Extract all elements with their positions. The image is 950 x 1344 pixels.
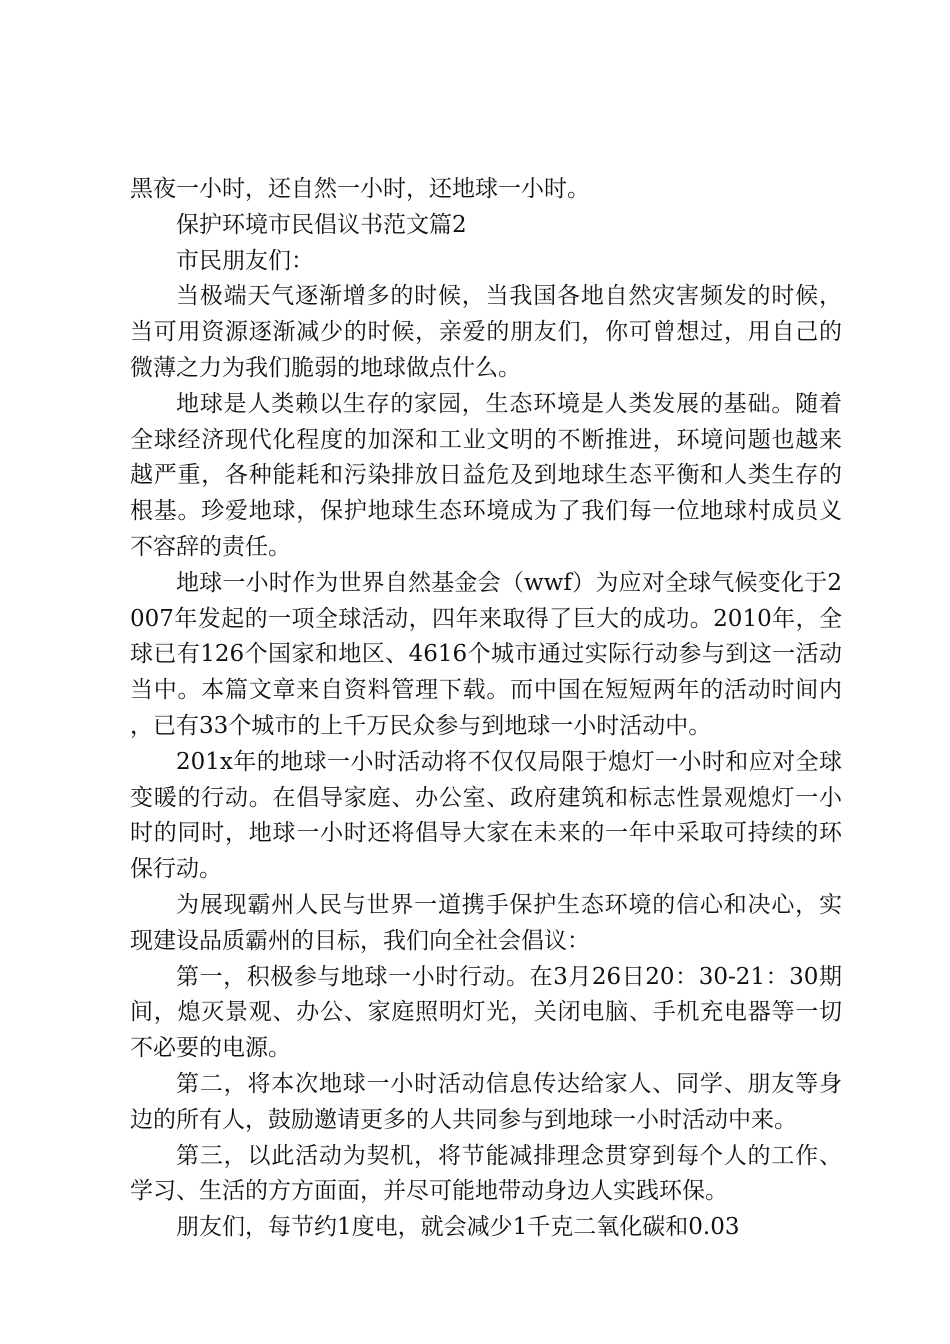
paragraph: 地球是人类赖以生存的家园，生态环境是人类发展的基础。随着全球经济现代化程度的加深和工业文明的不断推进，环境问题也越来越严重，各种能耗和污染排放日益危及到地球生态平衡和人类生存的根基。珍爱地球，保护地球生态环境成为了我们每一位地球村成员义不容辞的责任。	[130, 390, 842, 560]
paragraph: 当极端天气逐渐增多的时候，当我国各地自然灾害频发的时候，当可用资源逐渐减少的时候，亲爱的朋友们，你可曾想过，用自己的微薄之力为我们脆弱的地球做点什么。	[130, 283, 842, 381]
paragraph: 朋友们，每节约1度电，就会减少1千克二氧化碳和0.03	[176, 1214, 740, 1241]
section-heading: 保护环境市民倡议书范文篇2	[176, 211, 467, 238]
proposal-item-2: 第二，将本次地球一小时活动信息传达给家人、同学、朋友等身边的所有人，鼓励邀请更多的人共同参与到地球一小时活动中来。	[130, 1070, 842, 1133]
paragraph: 为展现霸州人民与世界一道携手保护生态环境的信心和决心，实现建设品质霸州的目标，我们向全社会倡议：	[130, 891, 842, 954]
paragraph-closing-line: 黑夜一小时，还自然一小时，还地球一小时。	[130, 176, 590, 202]
salutation: 市民朋友们：	[176, 247, 314, 274]
paragraph: 地球一小时作为世界自然基金会（wwf）为应对全球气候变化于2007年发起的一项全球活动，四年来取得了巨大的成功。2010年，全球已有126个国家和地区、4616个城市通过实际行动参与到这一活动当中。本篇文章来自资料管理下载。而中国在短短两年的活动时间内，已有33个城市的上千万民众参与到地球一小时活动中。	[130, 569, 842, 739]
document-body	[130, 172, 842, 1246]
proposal-item-1: 第一，积极参与地球一小时行动。在3月26日20：30-21：30期间，熄灭景观、办公、家庭照明灯光，关闭电脑、手机充电器等一切不必要的电源。	[130, 963, 842, 1062]
paragraph: 201x年的地球一小时活动将不仅仅局限于熄灯一小时和应对全球变暖的行动。在倡导家庭、办公室、政府建筑和标志性景观熄灯一小时的同时，地球一小时还将倡导大家在未来的一年中采取可持续的环保行动。	[130, 748, 842, 883]
proposal-item-3: 第三，以此活动为契机，将节能减排理念贯穿到每个人的工作、学习、生活的方方面面，并尽可能地带动身边人实践环保。	[130, 1142, 842, 1205]
